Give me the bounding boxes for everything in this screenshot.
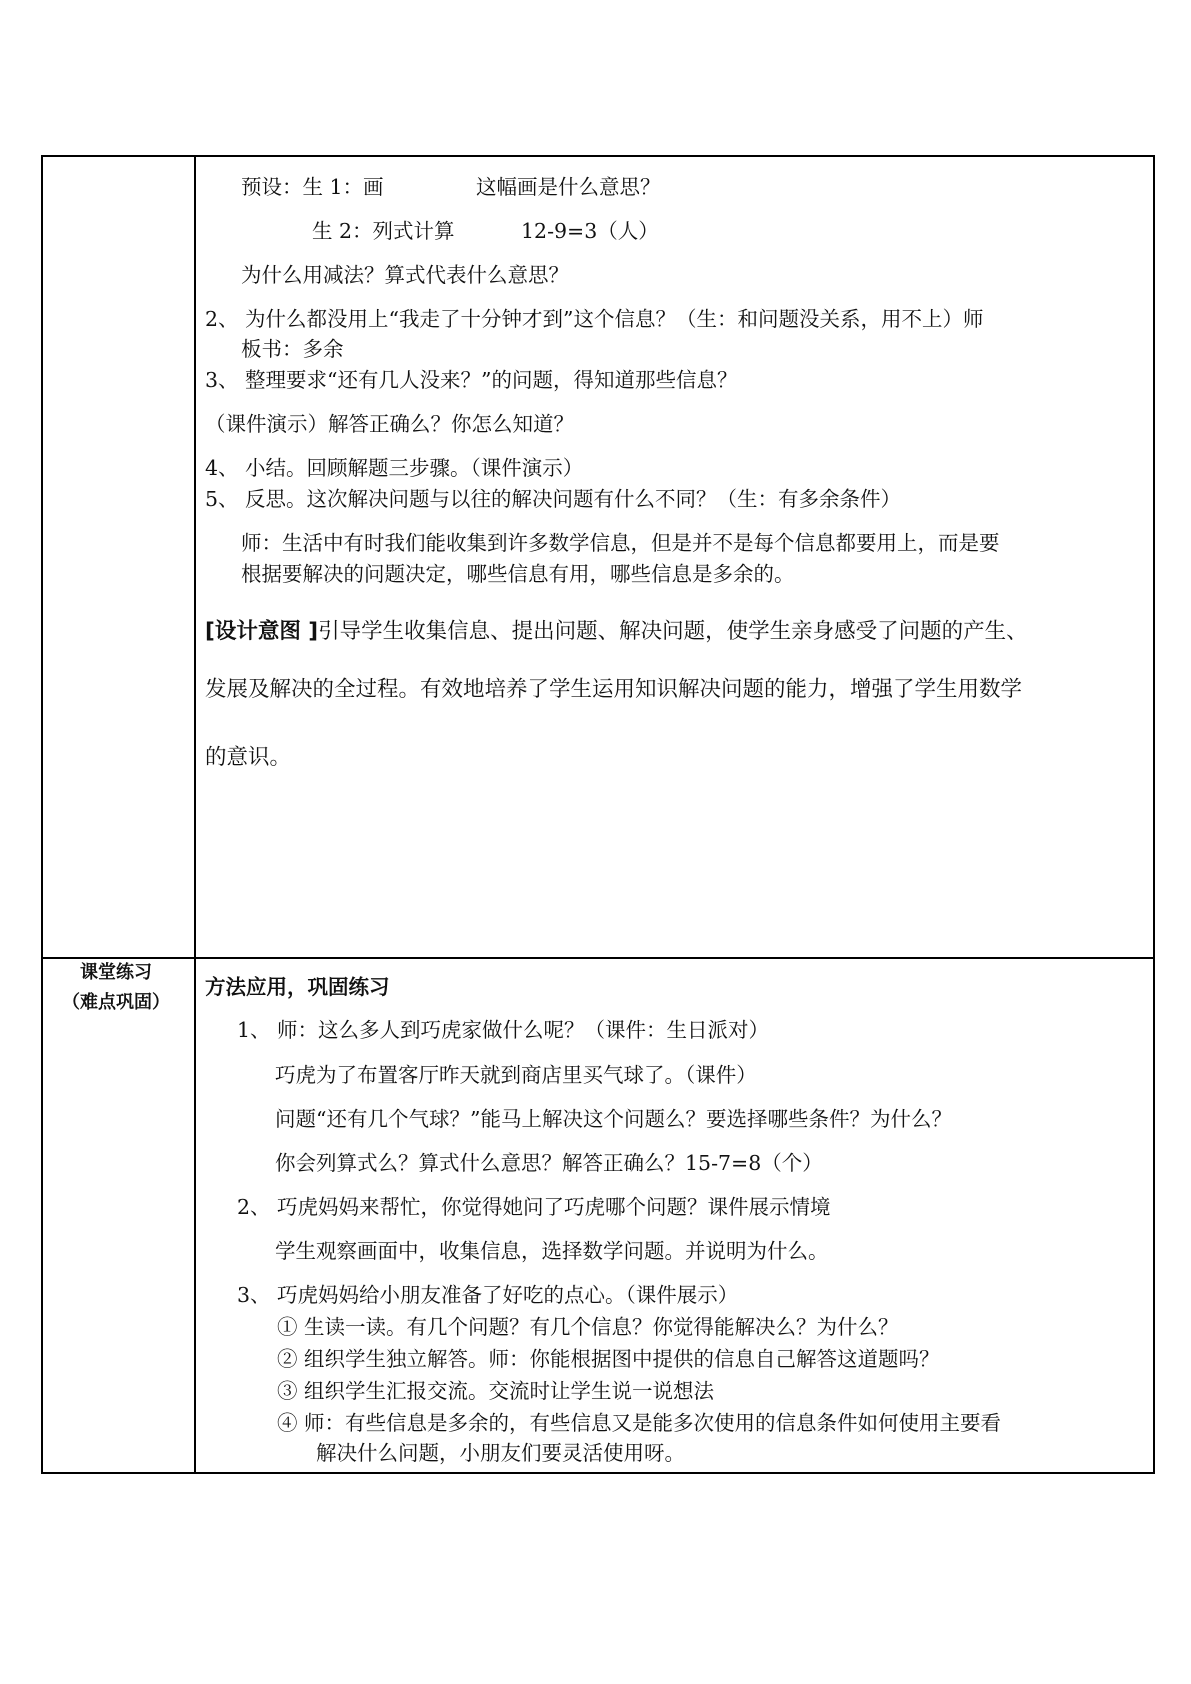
section-heading: 方法应用，巩固练习 <box>205 975 390 999</box>
exercise-1-line-4: 你会列算式么？算式什么意思？解答正确么？15-7=8（个） <box>275 1151 823 1175</box>
exercise-3-sub-1: ① 生读一读。有几个问题？有几个信息？你觉得能解决么？为什么？ <box>277 1315 899 1339</box>
design-intent-line-2: 发展及解决的全过程。有效地培养了学生运用知识解决问题的能力，增强了学生用数学 <box>205 677 1023 702</box>
exercise-3-sub-3: ③ 组织学生汇报交流。交流时让学生说一说想法 <box>277 1379 715 1403</box>
exercise-1-line-1: 1、 师：这么多人到巧虎家做什么呢？（课件：生日派对） <box>237 1018 770 1042</box>
exercise-3-sub-4-line-2: 解决什么问题，小朋友们要灵活使用呀。 <box>316 1441 685 1465</box>
teacher-summary-line-1: 师：生活中有时我们能收集到许多数学信息，但是并不是每个信息都要用上，而是要 <box>241 531 1000 555</box>
item-3: 3、 整理要求“还有几人没来？”的问题，得知道那些信息？ <box>205 368 738 392</box>
column-divider <box>194 157 196 1472</box>
exercise-2-line-1: 2、 巧虎妈妈来帮忙，你觉得她问了巧虎哪个问题？课件展示情境 <box>237 1195 831 1219</box>
exercise-3-sub-2: ② 组织学生独立解答。师：你能根据图中提供的信息自己解答这道题吗？ <box>277 1347 940 1371</box>
design-intent-line-3: 的意识。 <box>205 745 292 770</box>
design-intent-text-1: 引导学生收集信息、提出问题、解决问题，使学生亲身感受了问题的产生、 <box>318 619 1028 644</box>
row-divider <box>43 957 1153 959</box>
item-2-line-2: 板书：多余 <box>241 337 344 361</box>
exercise-2-line-2: 学生观察画面中，收集信息，选择数学问题。并说明为什么。 <box>275 1239 829 1263</box>
teacher-summary-line-2: 根据要解决的问题决定，哪些信息有用，哪些信息是多余的。 <box>241 562 795 586</box>
subtraction-question: 为什么用减法？算式代表什么意思？ <box>241 263 569 287</box>
item-5: 5、 反思。这次解决问题与以往的解决问题有什么不同？（生：有多余条件） <box>205 487 902 511</box>
exercise-3-sub-4-line-1: ④ 师：有些信息是多余的，有些信息又是能多次使用的信息条件如何使用主要看 <box>277 1411 1002 1435</box>
item-4: 4、 小结。回顾解题三步骤。（课件演示） <box>205 456 584 480</box>
section-label-practice: 课堂练习 <box>80 962 152 983</box>
design-intent-label: [设计意图 ] <box>205 619 319 644</box>
preset-line-2-formula: 12-9=3（人） <box>521 219 659 243</box>
courseware-demo-line: （课件演示）解答正确么？你怎么知道？ <box>205 412 574 436</box>
item-2-line-1: 2、 为什么都没用上“我走了十分钟才到”这个信息？（生：和问题没关系，用不上）师 <box>205 307 984 331</box>
preset-line-1: 预设：生 1：画 <box>241 175 384 199</box>
preset-line-2: 生 2：列式计算 <box>312 219 455 243</box>
section-label-difficulty: （难点巩固） <box>62 992 170 1013</box>
lesson-table <box>41 155 1155 1474</box>
exercise-1-line-2: 巧虎为了布置客厅昨天就到商店里买气球了。（课件） <box>275 1063 757 1087</box>
preset-line-1-question: 这幅画是什么意思？ <box>476 175 661 199</box>
exercise-3-line-1: 3、 巧虎妈妈给小朋友准备了好吃的点心。（课件展示） <box>237 1283 739 1307</box>
design-intent-line-1 <box>205 619 1155 645</box>
exercise-1-line-3: 问题“还有几个气球？”能马上解决这个问题么？要选择哪些条件？为什么？ <box>275 1107 952 1131</box>
